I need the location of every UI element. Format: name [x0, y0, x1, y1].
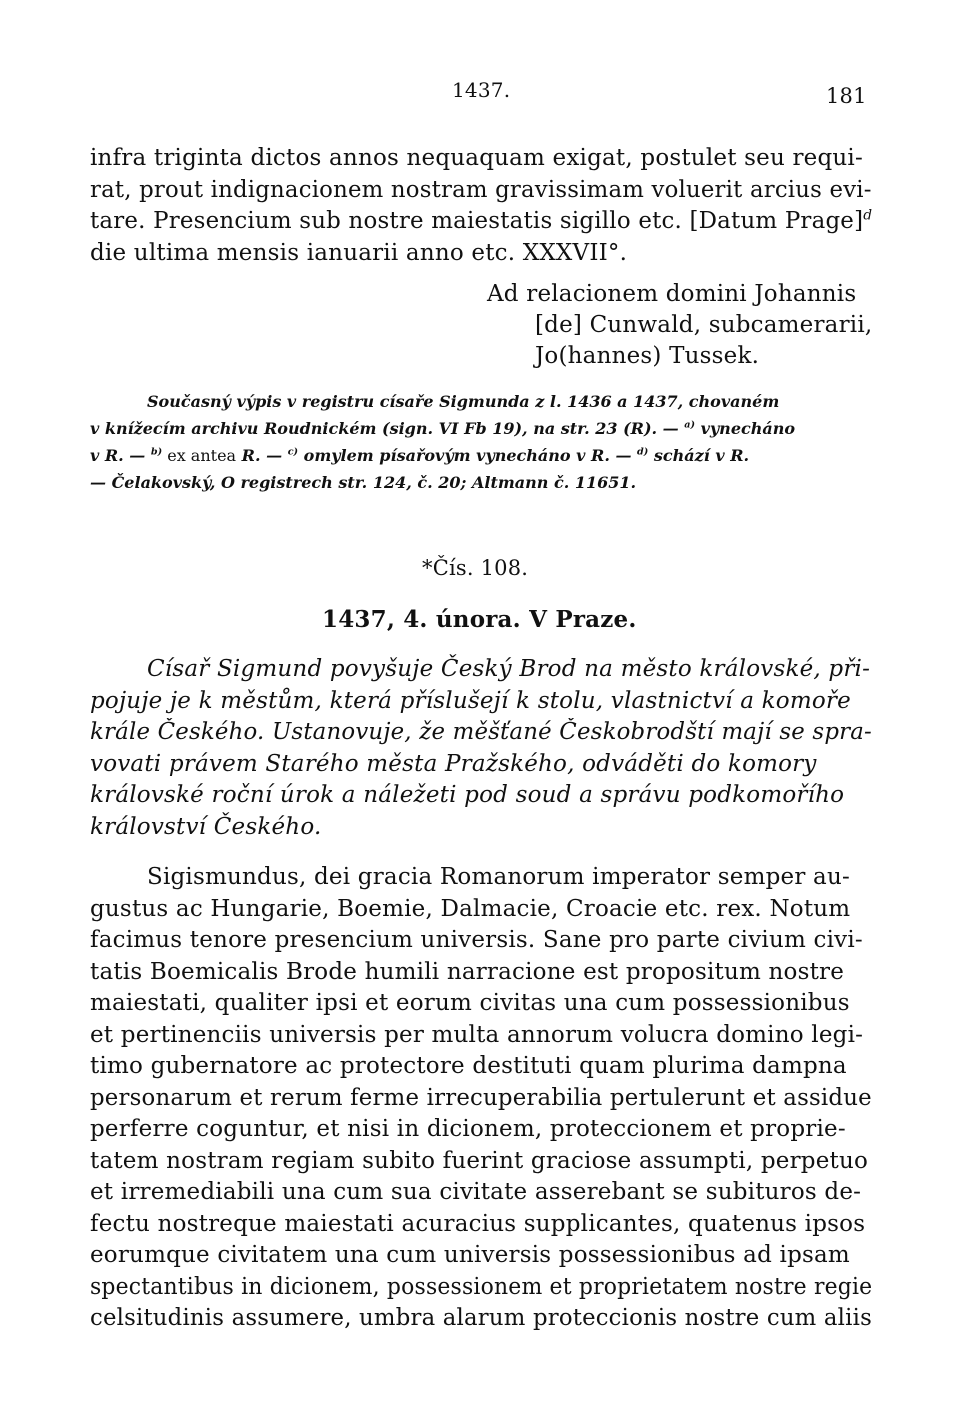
note-text: v R. —: [90, 446, 146, 465]
text-line: [90, 208, 872, 234]
footnote-marker-c: c): [287, 446, 299, 458]
note-text: ex antea: [162, 446, 237, 465]
text-line: facimus tenore presencium universis. Sane pro parte civium civi-: [90, 927, 863, 953]
text-line: perferre coguntur, et nisi in dicionem, proteccionem et proprie-: [90, 1116, 846, 1142]
note-text: v knížecím archivu Roudnickém (sign. VI Fb 19), na str. 23 (R). —: [90, 419, 679, 438]
note-line: Současný výpis v registru císaře Sigmunda z l. 1436 a 1437, chovaném: [147, 392, 780, 411]
running-header-year: 1437.: [452, 78, 511, 102]
text-line: et pertinenciis universis per multa annorum volucra domino legi-: [90, 1022, 864, 1048]
text-line: et irremediabili una cum sua civitate asserebant se subituros de-: [90, 1179, 862, 1205]
note-line: — Čelakovský, O registrech str. 124, č. 20; Altmann č. 11651.: [90, 473, 637, 492]
text-line: gustus ac Hungarie, Boemie, Dalmacie, Croacie etc. rex. Notum: [90, 896, 851, 922]
text-line: eorumque civitatem una cum universis possessionibus ad ipsam: [90, 1242, 850, 1268]
text-line: celsitudinis assumere, umbra alarum proteccionis nostre cum aliis: [90, 1305, 872, 1331]
text-line: tatem nostram regiam subito fuerint graciose assumpti, perpetuo: [90, 1148, 869, 1174]
footnote-marker-d: d: [863, 207, 873, 224]
summary-line: království Českého.: [90, 814, 322, 840]
note-text: omylem písařovým vynecháno v R. —: [298, 446, 632, 465]
text-line: timo gubernatore ac protectore destituti quam plurima dampna: [90, 1053, 847, 1079]
summary-line: pojuje je k městům, která příslušejí k stolu, vlastnictví a komoře: [90, 688, 851, 714]
summary-line: vovati právem Starého města Pražského, odváděti do komory: [90, 751, 817, 777]
text-line: personarum et rerum ferme irrecuperabilia pertulerunt et assidue: [90, 1085, 872, 1111]
text-line: rat, prout indignacionem nostram gravissimam voluerit arcius evi-: [90, 177, 872, 203]
text-line: maiestati, qualiter ipsi et eorum civitas una cum possessionibus: [90, 990, 850, 1016]
text-line: fectu nostreque maiestati acuracius supplicantes, quatenus ipsos: [90, 1211, 866, 1237]
relacio-line: Jo(hannes) Tussek.: [535, 343, 760, 369]
text-line-content: tare. Presencium sub nostre maiestatis sigillo etc. [Datum Prage]: [90, 208, 864, 234]
text-line: die ultima mensis ianuarii anno etc. XXXVII°.: [90, 240, 628, 266]
document-number: *Čís. 108.: [422, 556, 529, 580]
note-line: [90, 419, 795, 438]
summary-line: Císař Sigmund povyšuje Český Brod na město královské, při-: [147, 656, 871, 682]
note-line: [90, 446, 749, 465]
text-line: spectantibus in dicionem, possessionem et proprietatem nostre regie: [90, 1274, 873, 1300]
note-text: schází v R.: [648, 446, 750, 465]
footnote-marker-a: a): [684, 419, 696, 431]
text-line: tatis Boemicalis Brode humili narracione est propositum nostre: [90, 959, 845, 985]
text-line: infra triginta dictos annos nequaquam exigat, postulet seu requi-: [90, 145, 863, 171]
summary-line: krále Českého. Ustanovuje, že měšťané Českobrodští mají se spra-: [90, 719, 872, 745]
date-place-heading: 1437, 4. února. V Praze.: [322, 606, 637, 633]
note-text: R. —: [236, 446, 283, 465]
text-line: Sigismundus, dei gracia Romanorum imperator semper au-: [147, 864, 850, 890]
relacio-line: Ad relacionem domini Johannis: [487, 281, 857, 307]
footnote-marker-d: d): [637, 446, 649, 458]
footnote-marker-b: b): [150, 446, 163, 458]
note-text: vynecháno: [695, 419, 796, 438]
summary-line: královské roční úrok a náležeti pod soud a správu podkomořího: [90, 782, 845, 808]
relacio-line: [de] Cunwald, subcamerarii,: [535, 312, 873, 338]
page-number: 181: [826, 84, 867, 108]
